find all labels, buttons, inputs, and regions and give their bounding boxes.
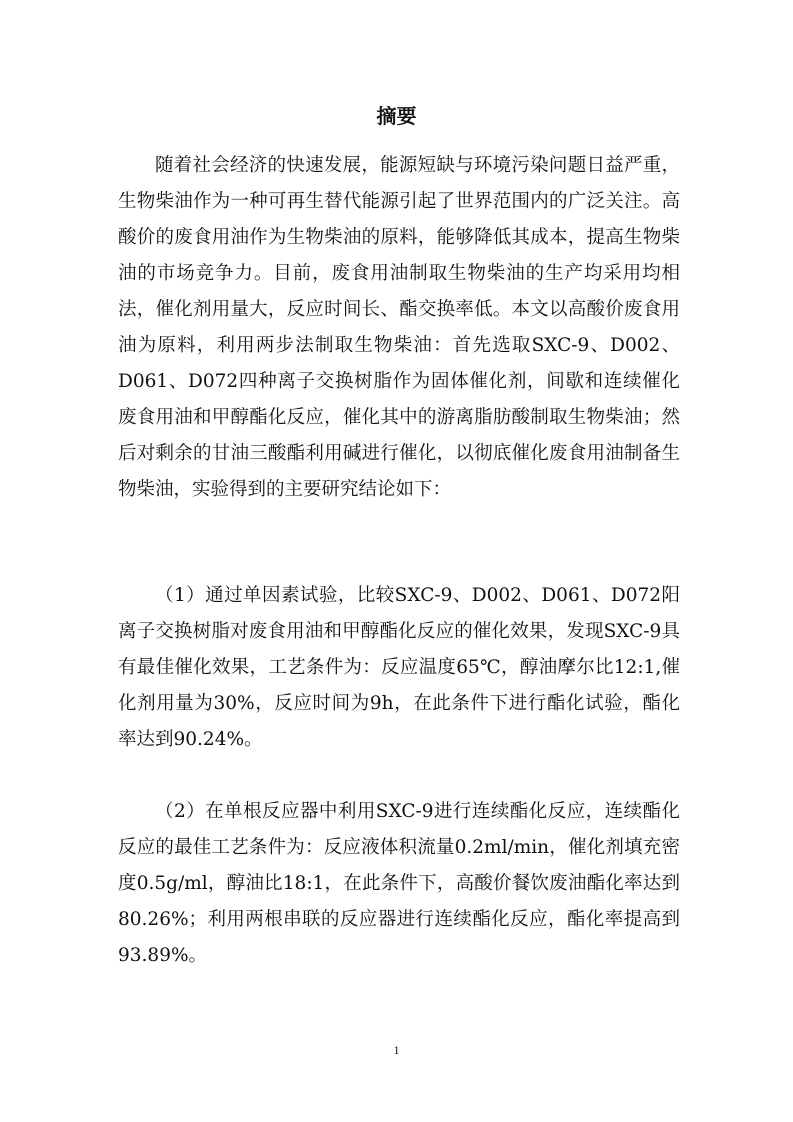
abstract-paragraph-intro: 随着社会经济的快速发展，能源短缺与环境污染问题日益严重，生物柴油作为一种可再生替代能源引起了世界范围内的广泛关注。高酸价的废食用油作为生物柴油的原料，能够降低其成本，提高生物柴油的市场竞争力。目前，废食用油制取生物柴油的生产均采用均相法，催化剂用量大，反应时间长、酯交换率低。本文以高酸价废食用油为原料，利用两步法制取生物柴油：首先选取SXC-9、D002、D061、D072四种离子交换树脂作为固体催化剂，间歇和连续催化废食用油和甲醇酯化反应，催化其中的游离脂肪酸制取生物柴油；然后对剩余的甘油三酸酯利用碱进行催化，以彻底催化废食用油制备生物柴油，实验得到的主要研究结论如下： [118,155,680,500]
page-title: 摘要 [376,104,417,128]
abstract-paragraph-finding-1: （1）通过单因素试验，比较SXC-9、D002、D061、D072阳离子交换树脂对废食用油和甲醇酯化反应的催化效果，发现SXC-9具有最佳催化效果，工艺条件为：反应温度65℃，醇油摩尔比12:1,催化剂用量为30%，反应时间为9h，在此条件下进行酯化试验，酯化率达到90.24%。 [118,585,680,750]
page-number: 1 [393,1043,400,1057]
abstract-paragraph-finding-2: （2）在单根反应器中利用SXC-9进行连续酯化反应，连续酯化反应的最佳工艺条件为：反应液体积流量0.2ml/min，催化剂填充密度0.5g/ml，醇油比18:1，在此条件下，高酸价餐饮废油酯化率达到80.26%；利用两根串联的反应器进行连续酯化反应，酯化率提高到93.89%。 [118,801,680,966]
